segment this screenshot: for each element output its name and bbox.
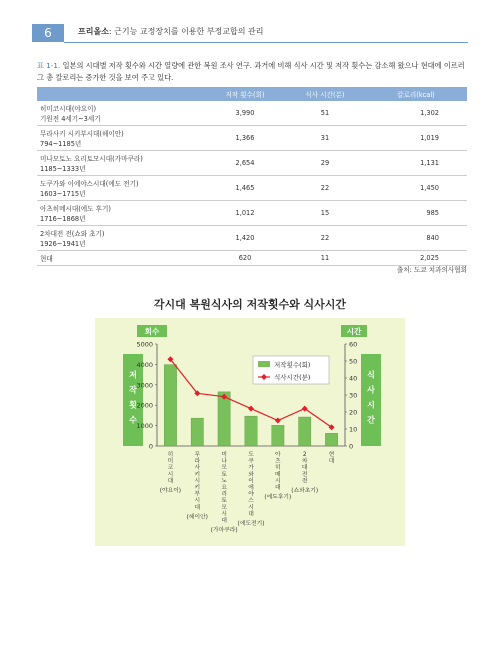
category-sublabel: (에도전기) bbox=[237, 521, 265, 527]
era-years: 1716~1868년 bbox=[40, 215, 86, 223]
category-sublabel: (가마쿠라) bbox=[210, 527, 238, 534]
category-label: 도 쿠 가 와 이 에 야 스 시 대 bbox=[248, 452, 254, 518]
bar bbox=[164, 365, 176, 446]
right-tick-label: 20 bbox=[349, 408, 358, 417]
era-name: 도쿠가와 이에야스시대(에도 전기) bbox=[40, 180, 139, 188]
page-header bbox=[0, 0, 500, 40]
table-header-minutes: 식사 시간(분) bbox=[285, 87, 365, 101]
header-rule bbox=[64, 42, 468, 43]
table-cell-era bbox=[37, 251, 205, 266]
left-axis-side-label: 저 작 횟 수 bbox=[129, 370, 137, 425]
running-title-rest: : 근기능 교정장치를 이용한 부정교합의 관리 bbox=[108, 27, 264, 36]
right-tick-label: 0 bbox=[349, 442, 354, 451]
left-axis-top-label: 회수 bbox=[144, 327, 160, 336]
table-cell-kcal: 1,450 bbox=[365, 176, 467, 201]
category-sublabel: (에도후기) bbox=[264, 494, 292, 501]
category-label: 무 라 사 키 시 키 부 시 대 bbox=[194, 452, 201, 511]
bar bbox=[191, 418, 203, 446]
bar bbox=[245, 416, 257, 446]
legend-label-line: 식사시간(분) bbox=[274, 373, 311, 382]
chart-panel bbox=[95, 318, 405, 546]
right-axis-top-label: 시간 bbox=[346, 327, 362, 336]
table-cell-minutes: 31 bbox=[285, 126, 365, 151]
table-cell-era bbox=[37, 151, 205, 176]
left-tick-label: 5000 bbox=[136, 340, 153, 349]
table-cell-minutes: 51 bbox=[285, 101, 365, 126]
table-cell-kcal: 2,025 bbox=[365, 251, 467, 266]
era-years: 기원전 4세기~3세기 bbox=[40, 115, 101, 123]
bar bbox=[272, 425, 284, 446]
page-number: 6 bbox=[32, 24, 64, 42]
bar bbox=[299, 417, 311, 446]
table-cell-minutes: 11 bbox=[285, 251, 365, 266]
table-header-kcal: 칼로리(kcal) bbox=[365, 87, 467, 101]
table-cell-kcal: 1,019 bbox=[365, 126, 467, 151]
legend-label-bar: 저작횟수(회) bbox=[274, 361, 311, 369]
table-cell-minutes: 22 bbox=[285, 226, 365, 251]
right-tick-label: 30 bbox=[349, 391, 358, 400]
left-tick-label: 1000 bbox=[136, 422, 153, 431]
table-row bbox=[37, 176, 467, 201]
table-cell-minutes: 15 bbox=[285, 201, 365, 226]
table-cell-kcal: 1,131 bbox=[365, 151, 467, 176]
table-cell-chews: 3,990 bbox=[205, 101, 285, 126]
era-name: 무라사키 시키부시대(헤이안) bbox=[40, 130, 124, 138]
category-sublabel: (쇼와초기) bbox=[291, 488, 319, 494]
table-cell-era bbox=[37, 201, 205, 226]
table-cell-chews: 620 bbox=[205, 251, 285, 266]
data-table bbox=[37, 87, 467, 266]
table-cell-era bbox=[37, 101, 205, 126]
category-sublabel: (헤이안) bbox=[186, 514, 208, 521]
legend-swatch-bar bbox=[258, 361, 270, 367]
table-cell-era bbox=[37, 126, 205, 151]
table-cell-minutes: 22 bbox=[285, 176, 365, 201]
table-cell-era bbox=[37, 226, 205, 251]
bar bbox=[325, 433, 337, 446]
table-cell-chews: 1,366 bbox=[205, 126, 285, 151]
table-caption-text: 일본의 시대별 저작 횟수와 시간 열량에 관한 복원 조사 연구. 과거에 비해 식사 시간 및 저작 횟수는 감소해 왔으나 현대에 이르러 그 총 칼로리는 증가한 것을 보여 주고 있다. bbox=[37, 61, 465, 82]
table-row bbox=[37, 151, 467, 176]
category-sublabel: (야요이) bbox=[159, 488, 182, 494]
line-point bbox=[248, 406, 254, 412]
era-name: 아츠히메시대(에도 후기) bbox=[40, 205, 111, 213]
combo-chart bbox=[95, 318, 405, 546]
bar bbox=[218, 392, 230, 446]
table-row bbox=[37, 126, 467, 151]
right-tick-label: 10 bbox=[349, 425, 358, 434]
table-cell-kcal: 985 bbox=[365, 201, 467, 226]
right-tick-label: 50 bbox=[349, 357, 358, 366]
right-tick-label: 60 bbox=[349, 340, 358, 349]
table-cell-chews: 2,654 bbox=[205, 151, 285, 176]
left-tick-label: 3000 bbox=[136, 381, 153, 390]
table-header-chews: 저작 횟수(회) bbox=[205, 87, 285, 101]
table-caption bbox=[37, 60, 467, 84]
chart-title: 각시대 복원식사의 저작횟수와 식사시간 bbox=[153, 298, 347, 311]
category-label: 아 츠 히 메 시 대 bbox=[275, 452, 281, 491]
right-axis-side-label: 식 사 시 간 bbox=[367, 370, 375, 425]
running-title bbox=[78, 26, 263, 37]
left-tick-label: 0 bbox=[148, 442, 153, 451]
table-cell-era bbox=[37, 176, 205, 201]
era-name: 히미코시대(야요이) bbox=[40, 105, 97, 113]
table-cell-minutes: 29 bbox=[285, 151, 365, 176]
category-label: 현 대 bbox=[328, 452, 335, 465]
era-name: 미나모토노 요리토모시대(가마쿠라) bbox=[40, 155, 143, 163]
left-tick-label: 2000 bbox=[136, 401, 153, 410]
table-cell-chews: 1,465 bbox=[205, 176, 285, 201]
running-title-bold: 프리올소 bbox=[78, 27, 109, 36]
era-name: 2차대전 전(쇼와 초기) bbox=[40, 230, 105, 238]
table-row bbox=[37, 226, 467, 251]
table-cell-kcal: 840 bbox=[365, 226, 467, 251]
category-label: 2 차 대 전 전 bbox=[301, 452, 308, 485]
era-years: 1185~1333년 bbox=[40, 165, 86, 173]
right-tick-label: 40 bbox=[349, 374, 358, 383]
table-caption-label: 표 1-1. bbox=[37, 61, 61, 70]
era-name: 현대 bbox=[40, 255, 53, 263]
left-tick-label: 4000 bbox=[136, 360, 153, 369]
era-years: 794~1185년 bbox=[40, 140, 82, 148]
table-cell-chews: 1,420 bbox=[205, 226, 285, 251]
era-years: 1603~1715년 bbox=[40, 190, 86, 198]
category-label: 미 나 모 토 노 요 리 토 모 시 대 bbox=[221, 452, 227, 524]
line-point bbox=[275, 418, 281, 424]
table-cell-chews: 1,012 bbox=[205, 201, 285, 226]
table-header-era bbox=[37, 87, 205, 101]
source-note: 출처: 도쿄 치과의사협회 bbox=[396, 266, 467, 274]
table-row bbox=[37, 201, 467, 226]
category-label: 히 미 코 시 대 bbox=[167, 452, 174, 485]
table-row bbox=[37, 101, 467, 126]
table-cell-kcal: 1,302 bbox=[365, 101, 467, 126]
era-years: 1926~1941년 bbox=[40, 240, 86, 248]
